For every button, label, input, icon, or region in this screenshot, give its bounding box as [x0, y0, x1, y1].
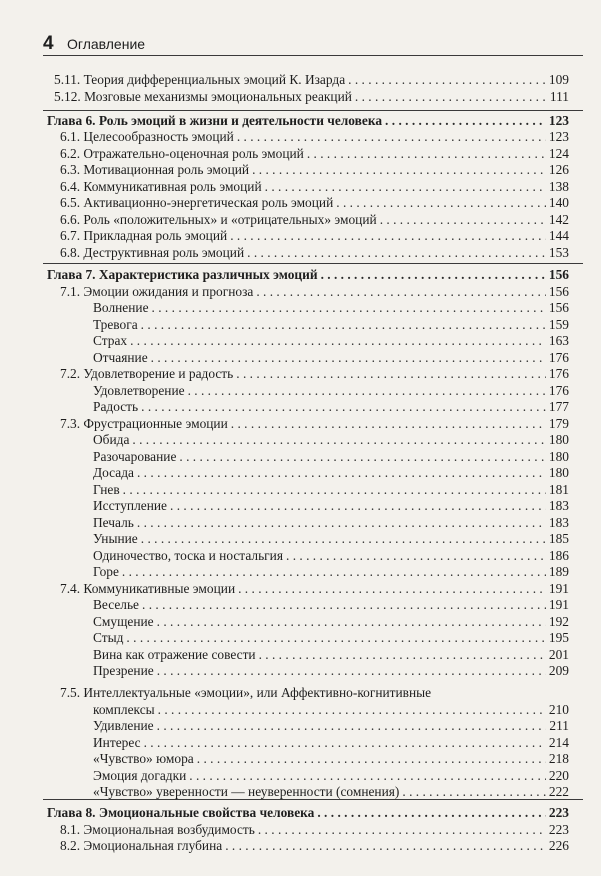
- toc-entry: [93, 784, 569, 801]
- toc-page-number: 123: [548, 129, 569, 144]
- toc-entry-title: Эмоция догадки: [93, 767, 187, 783]
- dot-leader: [265, 179, 546, 196]
- toc-page-number: 156: [548, 267, 569, 282]
- toc-entry-title: Интерес: [93, 734, 141, 750]
- dot-leader: [236, 366, 546, 383]
- dot-leader: [252, 162, 546, 179]
- page-header: [43, 35, 583, 55]
- toc-entry: [54, 89, 569, 106]
- toc-entry: [93, 465, 569, 482]
- toc-entry: [93, 718, 569, 735]
- toc-entry-title: Радость: [93, 399, 139, 414]
- dot-leader: [123, 482, 546, 499]
- toc-entry-title: комплексы: [93, 701, 155, 717]
- toc-page-number: 177: [548, 399, 569, 414]
- toc-entry: [60, 284, 569, 301]
- toc-entry-title: Уныние: [93, 531, 138, 546]
- toc-entry-title: «Чувство» юмора: [93, 751, 194, 766]
- dot-leader: [247, 245, 546, 262]
- header-rule: [43, 55, 583, 56]
- toc-entry-title: Удовлетворение: [93, 382, 185, 398]
- toc-entry-title: 8.1. Эмоциональная возбудимость: [60, 821, 255, 837]
- toc-page-number: 156: [548, 283, 569, 299]
- toc-page-number: 191: [548, 597, 569, 612]
- toc-entry: [60, 129, 569, 146]
- toc-page-number: 142: [548, 211, 569, 227]
- dot-leader: [317, 805, 546, 822]
- toc-entry: [93, 300, 569, 317]
- toc-page-number: 214: [548, 734, 569, 750]
- toc-entry: [60, 162, 569, 179]
- toc-entry-title: Удивление: [93, 718, 154, 733]
- toc-entry-title: 6.1. Целесообразность эмоций: [60, 129, 234, 144]
- toc-page-number: 144: [548, 228, 569, 243]
- toc-page-number: 180: [548, 432, 569, 447]
- toc-entry-title: Презрение: [93, 663, 154, 678]
- toc-page-number: 189: [548, 564, 569, 579]
- toc-entry-title: 7.2. Удовлетворение и радость: [60, 366, 234, 381]
- section-divider: [43, 263, 583, 264]
- dot-leader: [141, 531, 546, 548]
- toc-page-number: 176: [548, 382, 569, 398]
- toc-entry: [60, 146, 569, 163]
- toc-page-number: 163: [548, 333, 569, 348]
- toc-entry-title: Волнение: [93, 300, 149, 315]
- toc-entry: [93, 647, 569, 664]
- toc-entry-title: Гнев: [93, 481, 120, 497]
- toc-page-number: 109: [548, 72, 569, 87]
- toc-entry: [93, 498, 569, 515]
- dot-leader: [137, 515, 546, 532]
- dot-leader: [197, 751, 546, 768]
- toc-page-number: 124: [548, 145, 569, 161]
- toc-entry-title: Стыд: [93, 630, 124, 645]
- toc-entry-title: 7.4. Коммуникативные эмоции: [60, 580, 236, 596]
- toc-entry: [93, 564, 569, 581]
- toc-chapter-entry: [47, 805, 569, 822]
- toc-entry: [60, 228, 569, 245]
- toc-page-number: 226: [548, 838, 569, 853]
- toc-entry-title: 6.4. Коммуникативная роль эмоций: [60, 178, 262, 194]
- dot-leader: [231, 416, 546, 433]
- toc-page-number: 179: [548, 415, 569, 431]
- toc-entry-title: 5.11. Теория дифференциальных эмоций К. Изарда: [54, 72, 346, 87]
- toc-entry: [60, 212, 569, 229]
- toc-page-number: 153: [548, 244, 569, 260]
- toc-entry: [93, 317, 569, 334]
- toc-entry: [93, 333, 569, 350]
- toc-page-number: 195: [548, 630, 569, 645]
- toc-entry: [93, 531, 569, 548]
- toc-page-number: 223: [548, 821, 569, 837]
- toc-entry-title: Печаль: [93, 514, 134, 530]
- dot-leader: [258, 822, 546, 839]
- toc-entry: [93, 768, 569, 785]
- toc-entry-title: 6.6. Роль «положительных» и «отрицательных» эмоций: [60, 211, 377, 227]
- toc-entry: [60, 195, 569, 212]
- dot-leader: [179, 449, 546, 466]
- toc-entry: [60, 838, 569, 855]
- toc-page-number: 183: [548, 514, 569, 530]
- toc-entry: [93, 735, 569, 752]
- dot-leader: [144, 735, 546, 752]
- toc-entry-title: 6.7. Прикладная роль эмоций: [60, 228, 228, 243]
- toc-entry: [93, 399, 569, 416]
- dot-leader: [122, 564, 546, 581]
- section-divider: [43, 110, 583, 111]
- toc-page-number: 176: [548, 366, 569, 381]
- toc-page-number: 186: [548, 547, 569, 563]
- toc-page-number: 191: [548, 580, 569, 596]
- toc-page-number: 140: [548, 195, 569, 210]
- toc-page-number: 176: [548, 349, 569, 365]
- dot-leader: [151, 350, 546, 367]
- toc-page-number: 156: [548, 300, 569, 315]
- toc-page-number: 180: [548, 465, 569, 480]
- dot-leader: [402, 784, 546, 801]
- page-number: 4: [43, 33, 54, 54]
- dot-leader: [385, 113, 546, 130]
- toc-entry: [93, 630, 569, 647]
- dot-leader: [321, 267, 546, 284]
- toc-page-number: 111: [549, 88, 569, 104]
- toc-page-number: 181: [548, 481, 569, 497]
- toc-entry: [93, 614, 569, 631]
- toc-entry: [60, 245, 569, 262]
- toc-page-number: 138: [548, 178, 569, 194]
- dot-leader: [130, 333, 546, 350]
- toc-entry: [93, 663, 569, 680]
- toc-entry-title: Исступление: [93, 498, 167, 513]
- dot-leader: [132, 432, 546, 449]
- toc-page-number: 218: [548, 751, 569, 766]
- toc-entry-title: Горе: [93, 564, 119, 579]
- toc-entry: [93, 383, 569, 400]
- toc-entry-title: «Чувство» уверенности — неуверенности (сомнения): [93, 784, 400, 799]
- toc-entry-title: 6.8. Деструктивная роль эмоций: [60, 244, 245, 260]
- dot-leader: [157, 614, 546, 631]
- dot-leader: [256, 284, 546, 301]
- toc-entry-title: Глава 8. Эмоциональные свойства человека: [47, 805, 315, 820]
- toc-entry: [60, 416, 569, 433]
- toc-page-number: 180: [548, 448, 569, 464]
- toc-page-number: 211: [549, 718, 569, 733]
- toc-entry-title: Одиночество, тоска и ностальгия: [93, 547, 283, 563]
- toc-entry: [93, 482, 569, 499]
- running-head: Оглавление: [67, 36, 146, 52]
- toc-entry-title: 7.3. Фрустрационные эмоции: [60, 415, 228, 431]
- toc-page-number: 183: [548, 498, 569, 513]
- toc-page-number: 209: [548, 663, 569, 678]
- toc-entry-title: Смущение: [93, 613, 154, 629]
- toc-entry-title: 7.1. Эмоции ожидания и прогноза: [60, 283, 254, 299]
- toc-entry: [93, 702, 569, 719]
- toc-entry: [93, 515, 569, 532]
- dot-leader: [286, 548, 546, 565]
- toc-page-number: 126: [548, 162, 569, 177]
- dot-leader: [380, 212, 546, 229]
- toc-entry-title: Досада: [93, 465, 134, 480]
- toc-entry-title: 6.2. Отражательно-оценочная роль эмоций: [60, 145, 304, 161]
- toc-page-number: 220: [548, 767, 569, 783]
- toc-entry: [54, 72, 569, 89]
- dot-leader: [238, 581, 546, 598]
- toc-entry-title: Страх: [93, 333, 128, 348]
- dot-leader: [259, 647, 546, 664]
- toc-entry: [93, 548, 569, 565]
- dot-leader: [189, 768, 546, 785]
- dot-leader: [137, 465, 546, 482]
- dot-leader: [225, 838, 546, 855]
- toc-page-number: 185: [548, 531, 569, 546]
- toc-chapter-entry: [47, 113, 569, 130]
- dot-leader: [336, 195, 546, 212]
- toc-page-number: 210: [548, 701, 569, 717]
- dot-leader: [307, 146, 546, 163]
- toc-page-number: 222: [548, 784, 569, 799]
- toc-entry: [60, 581, 569, 598]
- dot-leader: [141, 317, 546, 334]
- dot-leader: [158, 702, 546, 719]
- toc-entry: [60, 822, 569, 839]
- dot-leader: [237, 129, 546, 146]
- toc-entry-title: 7.5. Интеллектуальные «эмоции», или Аффективно-когнитивные: [60, 685, 432, 700]
- dot-leader: [230, 228, 546, 245]
- toc-entry-title: 6.3. Мотивационная роль эмоций: [60, 162, 250, 177]
- dot-leader: [152, 300, 546, 317]
- toc-entry-title: 8.2. Эмоциональная глубина: [60, 838, 223, 853]
- toc-entry: [93, 449, 569, 466]
- toc-page-number: 223: [548, 805, 569, 820]
- toc-entry-title: 6.5. Активационно-энергетическая роль эмоций: [60, 195, 334, 210]
- dot-leader: [170, 498, 546, 515]
- toc-entry: [93, 597, 569, 614]
- dot-leader: [157, 718, 546, 735]
- dot-leader: [142, 597, 546, 614]
- toc-entry-title: 5.12. Мозговые механизмы эмоциональных реакций: [54, 88, 352, 104]
- dot-leader: [126, 630, 545, 647]
- toc-entry: [60, 685, 569, 702]
- toc-page-number: 159: [548, 316, 569, 332]
- toc-entry-title: Глава 7. Характеристика различных эмоций: [47, 267, 318, 282]
- toc-entry-title: Тревога: [93, 316, 138, 332]
- toc-page-number: 123: [548, 112, 569, 128]
- toc-entry: [93, 350, 569, 367]
- toc-entry-title: Глава 6. Роль эмоций в жизни и деятельности человека: [47, 112, 383, 128]
- toc-entry: [60, 366, 569, 383]
- toc-entry-title: Разочарование: [93, 448, 177, 464]
- dot-leader: [348, 72, 546, 89]
- toc-entry-title: Обида: [93, 432, 130, 447]
- dot-leader: [157, 663, 546, 680]
- toc-entry: [93, 432, 569, 449]
- dot-leader: [141, 399, 546, 416]
- toc-chapter-entry: [47, 267, 569, 284]
- toc-entry-title: Отчаяние: [93, 349, 148, 365]
- toc-entry-title: Вина как отражение совести: [93, 646, 256, 662]
- toc-page-number: 201: [548, 646, 569, 662]
- toc-entry-title: Веселье: [93, 597, 139, 612]
- toc-entry: [60, 179, 569, 196]
- toc-entry: [93, 751, 569, 768]
- dot-leader: [355, 89, 546, 106]
- toc-page-number: 192: [548, 613, 569, 629]
- dot-leader: [188, 383, 546, 400]
